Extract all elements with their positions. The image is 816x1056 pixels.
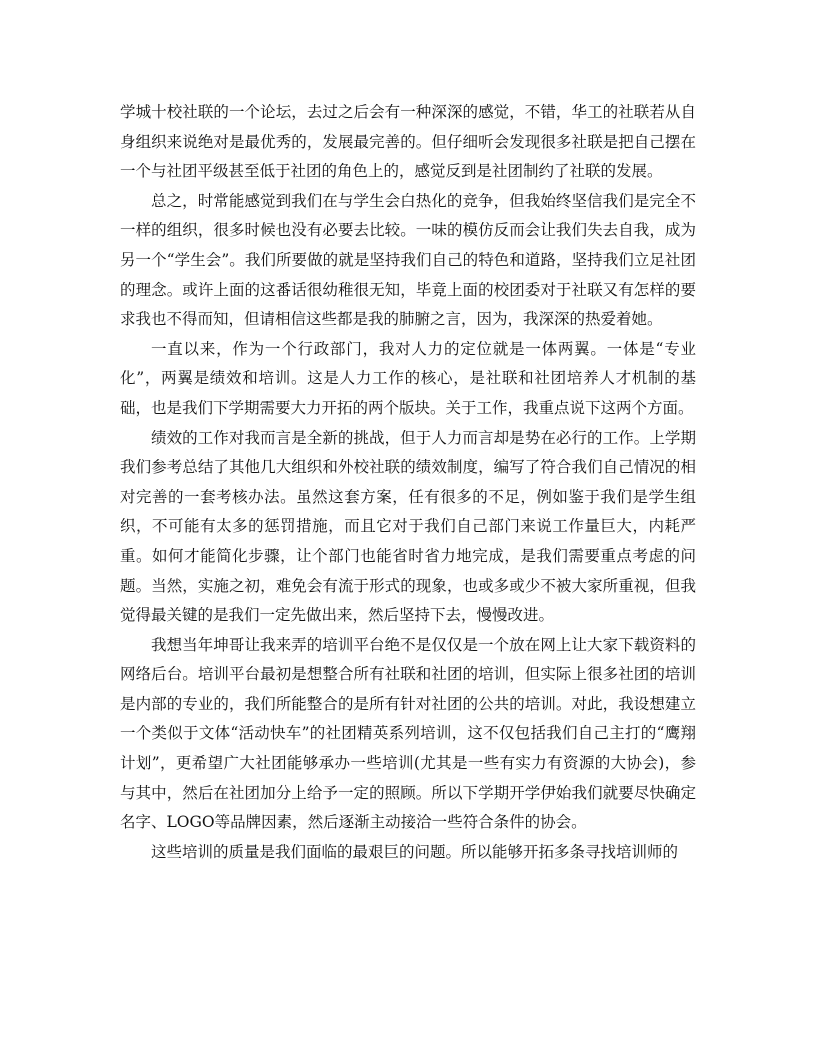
paragraph-continued: 学城十校社联的一个论坛，去过之后会有一种深深的感觉，不错，华工的社联若从自身组织来说绝对是最优秀的，发展最完善的。但仔细听会发现很多社联是把自己摆在一个与社团平级甚至低于社团的角色上的，感觉反到是社团制约了社联的发展。 [120,103,696,181]
paragraph: 我想当年坤哥让我来弄的培训平台绝不是仅仅是一个放在网上让大家下载资料的网络后台。培训平台最初是想整合所有社联和社团的培训，但实际上很多社团的培训是内部的专业的，我们所能整合的是所有针对社团的公共的培训。对此，我设想建立一个类似于文体“活动快车”的社团精英系列培训，这不仅包括我们自己主打的“鹰翔计划”，更希望广大社团能够承办一些培训(尤其是一些有实力有资源的大协会)，参与其中，然后在社团加分上给予一定的照顾。所以下学期开学伊始我们就要尽快确定名字、LOGO等品牌因素，然后逐渐主动接洽一些符合条件的协会。 [120,635,696,832]
paragraph: 绩效的工作对我而言是全新的挑战，但于人力而言却是势在必行的工作。上学期我们参考总结了其他几大组织和外校社联的绩效制度，编写了符合我们自己情况的相对完善的一套考核办法。虽然这套方案，任有很多的不足，例如鉴于我们是学生组织，不可能有太多的惩罚措施，而且它对于我们自己部门来说工作量巨大，内耗严重。如何才能简化步骤，让个部门也能省时省力地完成，是我们需要重点考虑的问题。当然，实施之初，难免会有流于形式的现象，也或多或少不被大家所重视，但我觉得最关键的是我们一定先做出来，然后坚持下去，慢慢改进。 [120,428,696,625]
document-page [120,98,696,867]
paragraph: 总之，时常能感觉到我们在与学生会白热化的竞争，但我始终坚信我们是完全不一样的组织，很多时候也没有必要去比较。一味的模仿反而会让我们失去自我，成为另一个“学生会”。我们所要做的就是坚持我们自己的特色和道路，坚持我们立足社团的理念。或许上面的这番话很幼稚很无知，毕竟上面的校团委对于社联又有怎样的要求我也不得而知，但请相信这些都是我的肺腑之言，因为，我深深的热爱着她。 [120,191,696,329]
paragraph-truncated: 这些培训的质量是我们面临的最艰巨的问题。所以能够开拓多条寻找培训师的 [151,842,679,861]
paragraph: 一直以来，作为一个行政部门，我对人力的定位就是一体两翼。一体是“专业化”，两翼是绩效和培训。这是人力工作的核心，是社联和社团培养人才机制的基础，也是我们下学期需要大力开拓的两个版块。关于工作，我重点说下这两个方面。 [120,339,696,417]
